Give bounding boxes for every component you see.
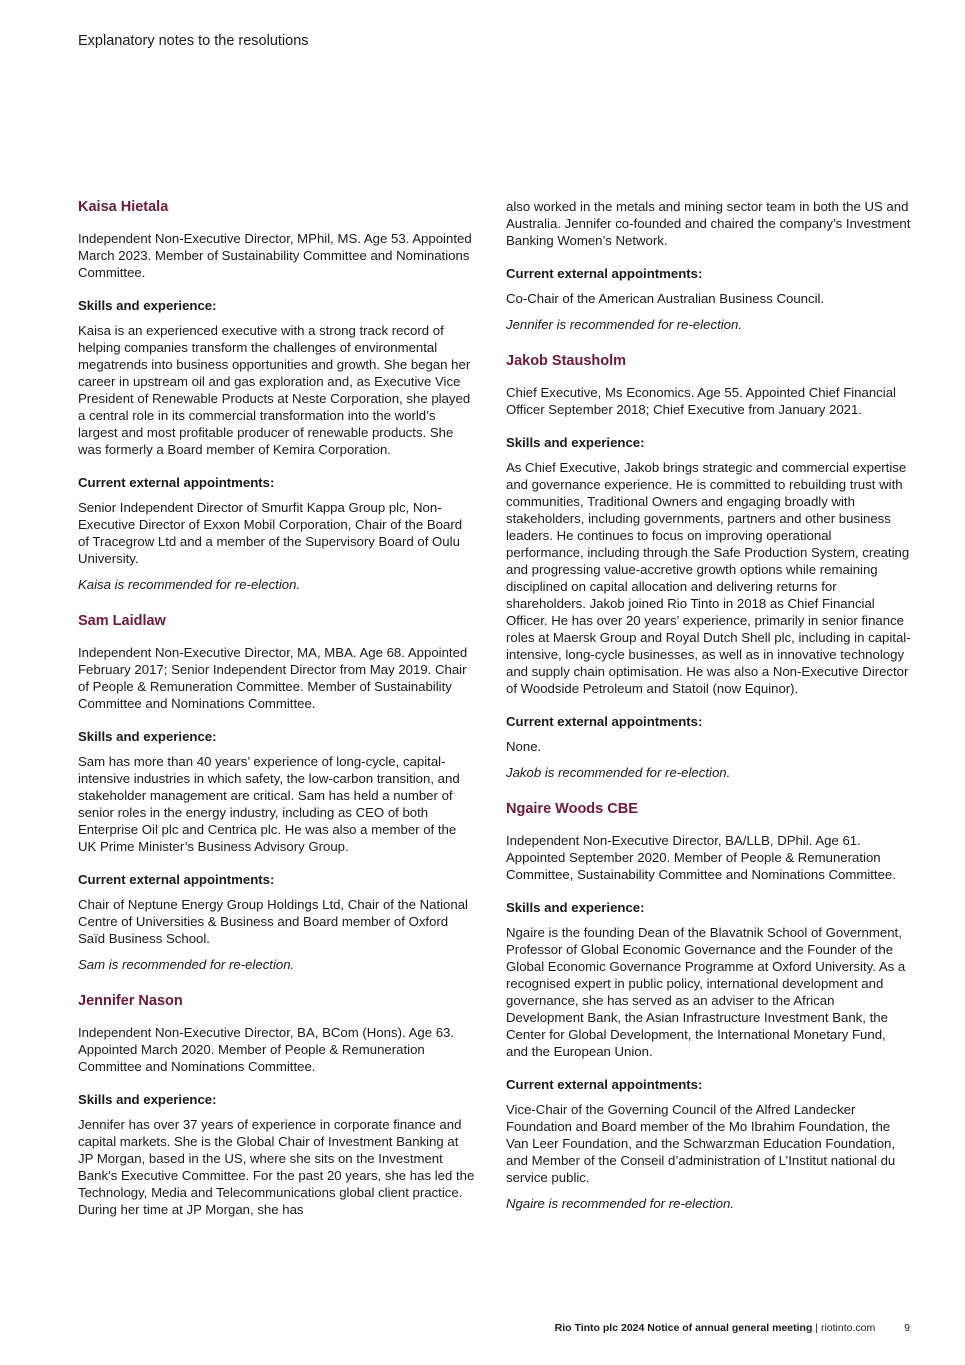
skills-heading: Skills and experience: <box>78 298 217 313</box>
page-footer <box>555 1322 910 1334</box>
appointments-heading: Current external appointments: <box>78 872 275 887</box>
director-role: Independent Non-Executive Director, MA, MBA. Age 68. Appointed February 2017; Senior Independent Director from May 2019. Chair of People & Remuneration Committee. Member of Sustainability Committee and Nominations Committee. <box>78 645 468 711</box>
director-name: Ngaire Woods CBE <box>506 801 638 817</box>
director-role: Independent Non-Executive Director, BA/LLB, DPhil. Age 61. Appointed September 2020. Member of People & Remuneration Committee, Sustainability Committee and Nominations Committee. <box>506 833 896 882</box>
skills-heading: Skills and experience: <box>506 900 645 915</box>
director-name: Jakob Stausholm <box>506 353 627 369</box>
appointments-heading: Current external appointments: <box>78 475 275 490</box>
skills-text-continued: also worked in the metals and mining sector team in both the US and Australia. Jennifer co-founded and chaired the company’s Investment Banking Women’s Network. <box>506 199 911 248</box>
skills-text: Sam has more than 40 years’ experience of long-cycle, capital-intensive industries in which safety, the low-carbon transition, and stakeholder management are critical. Sam has held a number of senior roles in the energy industry, including as CEO of both Enterprise Oil plc and Centrica plc. He was also a member of the UK Prime Minister’s Business Advisory Group. <box>78 754 460 854</box>
appointments-heading: Current external appointments: <box>506 714 703 729</box>
skills-heading: Skills and experience: <box>78 729 217 744</box>
recommendation: Jennifer is recommended for re-election. <box>506 317 743 332</box>
director-profile-kaisa-hietala <box>78 198 476 593</box>
director-profile-jennifer-nason-continued <box>506 198 911 333</box>
director-role: Chief Executive, Ms Economics. Age 55. Appointed Chief Financial Officer September 2018; Chief Executive from January 2021. <box>506 385 896 417</box>
recommendation: Kaisa is recommended for re-election. <box>78 577 301 592</box>
left-column <box>78 198 476 1234</box>
recommendation: Ngaire is recommended for re-election. <box>506 1196 734 1211</box>
director-profile-ngaire-woods <box>506 800 911 1212</box>
skills-heading: Skills and experience: <box>506 435 645 450</box>
appointments-text: Co-Chair of the American Australian Business Council. <box>506 291 825 306</box>
skills-heading: Skills and experience: <box>78 1092 217 1107</box>
director-profile-jakob-stausholm <box>506 352 911 781</box>
director-name: Jennifer Nason <box>78 993 183 1009</box>
footer-document-title: Rio Tinto plc 2024 Notice of annual general meeting <box>554 1322 813 1334</box>
appointments-text: Vice-Chair of the Governing Council of the Alfred Landecker Foundation and Board member of the Mo Ibrahim Foundation, the Van Leer Foundation, and the Schwarzman Education Foundation, and Member of the Conseil d’administration of L’Institut national du service public. <box>506 1102 896 1185</box>
director-role: Independent Non-Executive Director, MPhil, MS. Age 53. Appointed March 2023. Member of Sustainability Committee and Nominations Committee. <box>78 231 472 280</box>
appointments-heading: Current external appointments: <box>506 1077 703 1092</box>
footer-website: riotinto.com <box>820 1322 876 1334</box>
skills-text: As Chief Executive, Jakob brings strategic and commercial expertise and governance experience. He is committed to rebuilding trust with communities, Traditional Owners and engaging broadly with stakeholders, including governments, partners and other business leaders. He continues to focus on improving operational performance, including through the Safe Production System, creating and progressing value-accretive growth options while remaining disciplined on capital allocation and delivering returns for shareholders. Jakob joined Rio Tinto in 2018 as Chief Financial Officer. He has over 20 years’ experience, primarily in senior finance roles at Maersk Group and Royal Dutch Shell plc, including in capital-intensive, long-cycle businesses, as well as in innovative technology and supply chain optimisation. He was also a Non-Executive Director of Woodside Petroleum and Statoil (now Equinor). <box>506 460 911 696</box>
page-header: Explanatory notes to the resolutions <box>78 33 309 49</box>
skills-text: Kaisa is an experienced executive with a strong track record of helping companies transform the challenges of environmental megatrends into business opportunities and growth. She began her career in upstream oil and gas exploration and, as Executive Vice President of Renewable Products at Neste Corporation, she played a central role in its commercial transformation into the world’s largest and most profitable producer of renewable products. She was formerly a Board member of Kemira Corporation. <box>78 323 471 457</box>
director-profile-sam-laidlaw <box>78 612 476 973</box>
director-name: Sam Laidlaw <box>78 613 166 629</box>
appointments-text: Chair of Neptune Energy Group Holdings Ltd, Chair of the National Centre of Universities & Business and Board member of Oxford Saïd Business School. <box>78 897 468 946</box>
skills-text: Jennifer has over 37 years of experience in corporate finance and capital markets. She is the Global Chair of Investment Banking at JP Morgan, based in the US, where she sits on the Investment Bank’s Executive Committee. For the past 20 years, she has led the Technology, Media and Telecommunications global client practice. During her time at JP Morgan, she has <box>78 1117 475 1217</box>
skills-text: Ngaire is the founding Dean of the Blavatnik School of Government, Professor of Global Economic Governance and the Founder of the Global Economic Governance Programme at Oxford University. As a recognised expert in public policy, international development and governance, she has served as an adviser to the African Development Bank, the Asian Infrastructure Investment Bank, the Center for Global Development, the International Monetary Fund, and the European Union. <box>506 925 906 1059</box>
director-name: Kaisa Hietala <box>78 199 169 215</box>
director-profile-jennifer-nason <box>78 992 476 1218</box>
recommendation: Jakob is recommended for re-election. <box>506 765 731 780</box>
footer-separator: | <box>815 1322 819 1334</box>
right-column <box>506 198 911 1231</box>
recommendation: Sam is recommended for re-election. <box>78 957 295 972</box>
appointments-text: Senior Independent Director of Smurfit Kappa Group plc, Non-Executive Director of Exxon Mobil Corporation, Chair of the Board of Tracegrow Ltd and a member of the Supervisory Board of Oulu University. <box>78 500 463 566</box>
page-number: 9 <box>904 1322 910 1334</box>
appointments-text: None. <box>506 739 542 754</box>
appointments-heading: Current external appointments: <box>506 266 703 281</box>
director-role: Independent Non-Executive Director, BA, BCom (Hons). Age 63. Appointed March 2020. Member of People & Remuneration Committee and Nominations Committee. <box>78 1025 455 1074</box>
